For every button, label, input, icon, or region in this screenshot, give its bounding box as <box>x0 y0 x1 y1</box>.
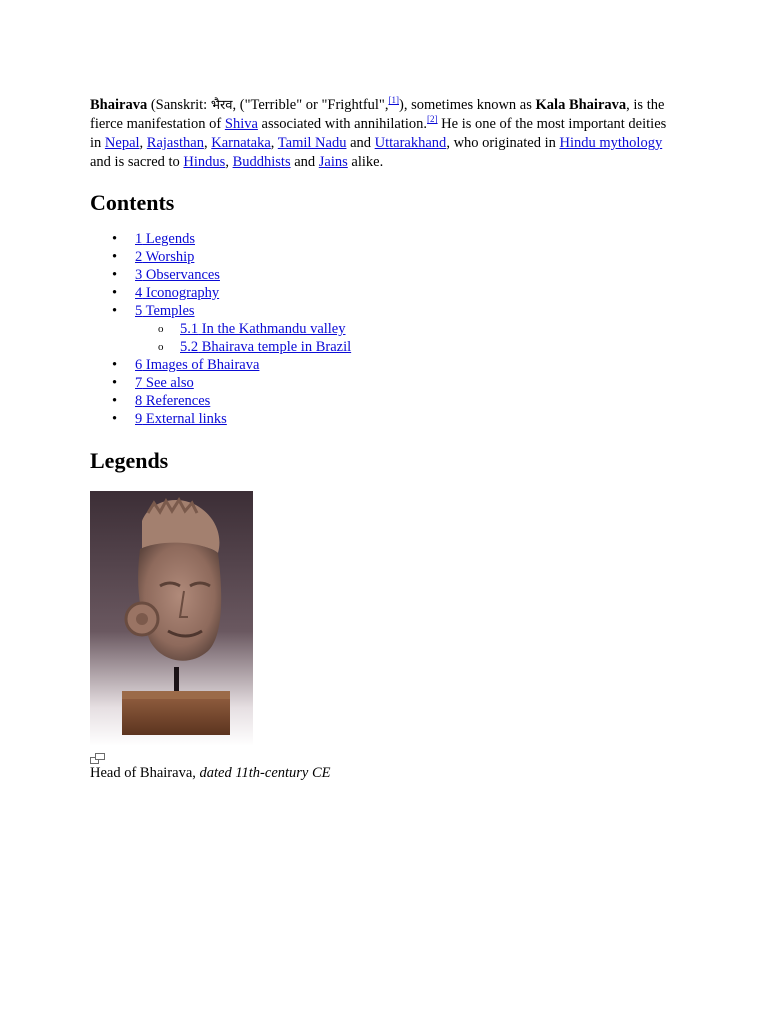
toc-item-images <box>90 356 680 374</box>
toc-label: Worship <box>142 249 195 265</box>
link-jains[interactable]: Jains <box>318 154 348 170</box>
intro-text: and is sacred to <box>90 154 184 170</box>
intro-text: and <box>290 154 319 170</box>
link-hindu-mythology[interactable]: Hindu mythology <box>559 135 663 151</box>
toc-subitem-brazil <box>135 338 680 356</box>
link-uttarakhand[interactable]: Uttarakhand <box>374 135 447 151</box>
toc-number: 1 <box>135 231 143 247</box>
toc-number: 5 <box>135 303 143 319</box>
link-nepal[interactable]: Nepal <box>104 135 140 151</box>
intro-text: , <box>270 135 278 151</box>
intro-text: alike. <box>347 154 384 170</box>
toc-number: 5.2 <box>180 339 199 355</box>
table-of-contents <box>90 230 680 428</box>
devanagari-text: भैरव <box>210 98 233 113</box>
contents-heading: Contents <box>90 190 175 215</box>
magnify-clip-icon[interactable] <box>90 751 106 762</box>
circle-bullet-icon: o <box>158 341 164 353</box>
toc-item-observances <box>90 266 680 284</box>
caption-text: Head of Bhairava, <box>90 765 200 781</box>
toc-subitem-kathmandu <box>135 320 680 338</box>
toc-number: 8 <box>135 393 143 409</box>
toc-number: 9 <box>135 411 143 427</box>
link-hindus[interactable]: Hindus <box>183 154 226 170</box>
toc-number: 7 <box>135 375 143 391</box>
toc-number: 4 <box>135 285 143 301</box>
bullet-icon: • <box>112 285 118 301</box>
link-buddhists[interactable]: Buddhists <box>232 154 291 170</box>
toc-item-external-links <box>90 410 680 428</box>
toc-link-external-links[interactable] <box>135 411 227 427</box>
toc-item-worship <box>90 248 680 266</box>
article <box>90 96 680 782</box>
toc-item-temples <box>90 302 680 356</box>
toc-label: Temples <box>142 303 195 319</box>
toc-link-legends[interactable] <box>135 231 195 247</box>
circle-bullet-icon: o <box>158 323 164 335</box>
intro-text: (Sanskrit: <box>147 97 211 113</box>
toc-label: Bhairava temple in Brazil <box>198 339 352 355</box>
intro-text: and <box>346 135 375 151</box>
intro-text: He is one of the most important deities in <box>90 116 667 151</box>
intro-text: , ("Terrible" or "Frightful", <box>232 97 389 113</box>
toc-item-references <box>90 392 680 410</box>
caption-date: dated 11th-century CE <box>199 765 331 781</box>
toc-label: Legends <box>142 231 195 247</box>
toc-link-images-of-bhairava[interactable] <box>135 357 259 373</box>
toc-item-legends <box>90 230 680 248</box>
link-shiva[interactable]: Shiva <box>224 116 258 132</box>
intro-text: associated with annihilation. <box>257 116 428 132</box>
toc-number: 3 <box>135 267 143 283</box>
bullet-icon: • <box>112 375 118 391</box>
toc-link-observances[interactable] <box>135 267 220 283</box>
toc-label: Iconography <box>142 285 220 301</box>
bullet-icon: • <box>112 267 118 283</box>
intro-text: , who originated in <box>446 135 560 151</box>
toc-number: 5.1 <box>180 321 199 337</box>
ref-link-2[interactable]: [2] <box>427 114 438 124</box>
intro-text: , <box>139 135 147 151</box>
bullet-icon: • <box>112 411 118 427</box>
link-karnataka[interactable]: Karnataka <box>211 135 271 151</box>
toc-label: See also <box>142 375 194 391</box>
image-caption <box>90 764 680 782</box>
toc-label: Images of Bhairava <box>142 357 260 373</box>
bullet-icon: • <box>112 357 118 373</box>
intro-text: , is the fierce manifestation of <box>90 97 665 132</box>
toc-link-kathmandu-valley[interactable] <box>180 321 346 337</box>
toc-link-iconography[interactable] <box>135 285 219 301</box>
link-rajasthan[interactable]: Rajasthan <box>146 135 204 151</box>
toc-link-temples[interactable] <box>135 303 195 319</box>
toc-label: In the Kathmandu valley <box>198 321 346 337</box>
intro-text: , <box>203 135 212 151</box>
toc-item-see-also <box>90 374 680 392</box>
toc-label: Observances <box>142 267 220 283</box>
term-kala-bhairava: Kala Bhairava <box>535 97 627 113</box>
bullet-icon: • <box>112 393 118 409</box>
toc-link-references[interactable] <box>135 393 210 409</box>
toc-number: 2 <box>135 249 143 265</box>
toc-link-see-also[interactable] <box>135 375 194 391</box>
toc-sublist <box>135 320 680 356</box>
legends-heading: Legends <box>90 448 169 473</box>
toc-link-worship[interactable] <box>135 249 194 265</box>
intro-text: ), sometimes known as <box>398 97 536 113</box>
toc-item-iconography <box>90 284 680 302</box>
ref-link-1[interactable]: [1] <box>388 95 399 105</box>
toc-label: References <box>142 393 211 409</box>
toc-link-bhairava-temple-brazil[interactable] <box>180 339 351 355</box>
bullet-icon: • <box>112 249 118 265</box>
toc-label: External links <box>142 411 227 427</box>
sculpture-photo <box>90 491 253 746</box>
toc-number: 6 <box>135 357 143 373</box>
link-tamil-nadu[interactable]: Tamil Nadu <box>277 135 347 151</box>
intro-paragraph <box>90 96 680 172</box>
bullet-icon: • <box>112 231 118 247</box>
bullet-icon: • <box>112 303 118 319</box>
bhairava-head-image[interactable] <box>90 491 253 746</box>
term-bhairava: Bhairava <box>90 97 148 113</box>
intro-text: , <box>225 154 233 170</box>
